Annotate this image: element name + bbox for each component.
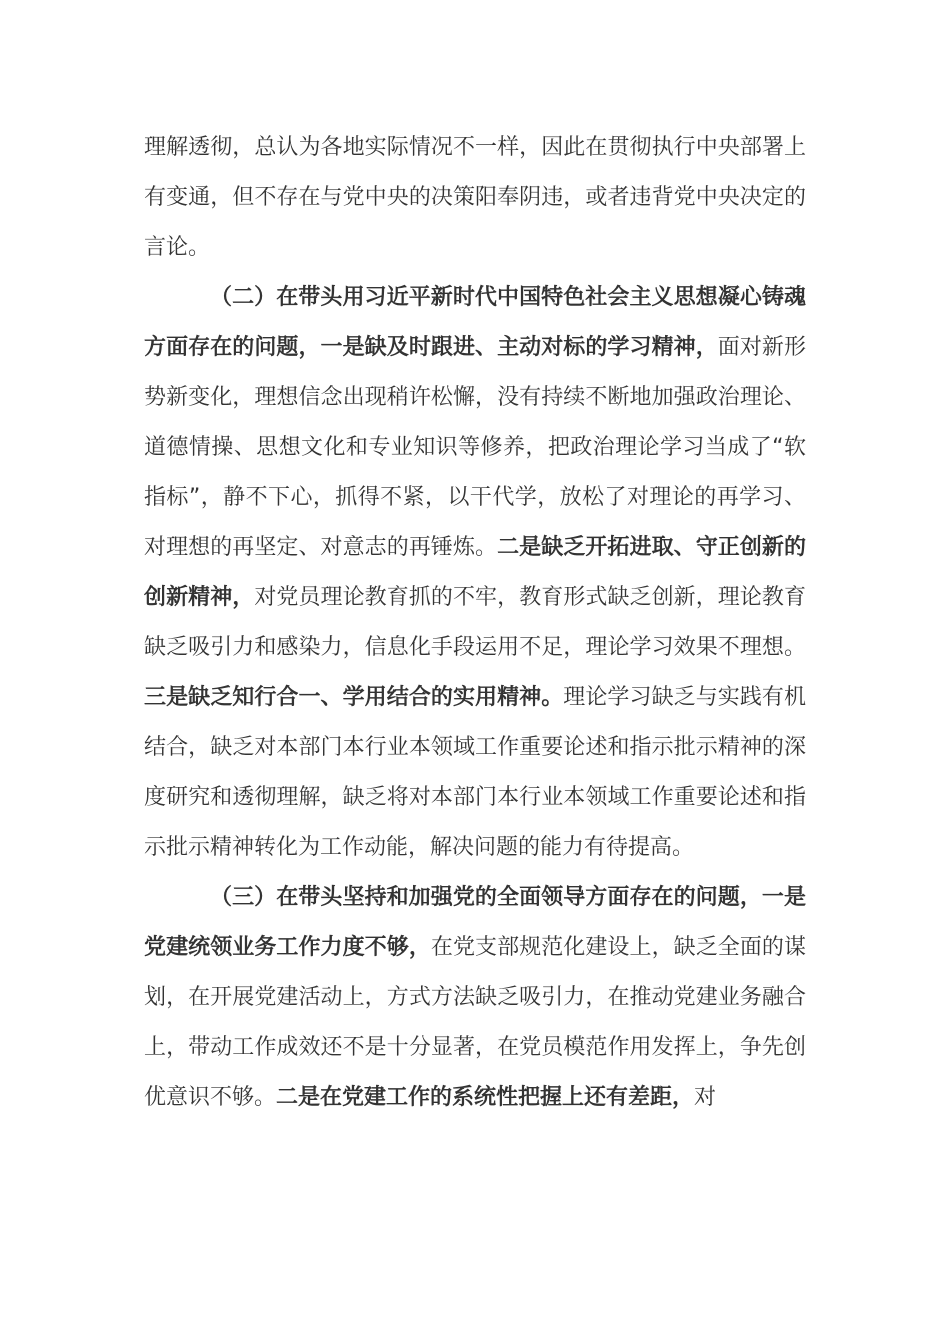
point-3-heading: 三是缺乏知行合一、学用结合的实用精神。 — [144, 685, 564, 710]
section-2-heading: （二）在带头用习近平新时代中国特色社会主义思想凝心铸魂方面存在的问题，一是缺及时跟进、主动对标的学习精神， — [144, 285, 806, 360]
paragraph-1 — [144, 123, 806, 273]
paragraph-3-text-b: 对 — [694, 1085, 717, 1110]
paragraph-1-text: 理解透彻，总认为各地实际情况不一样，因此在贯彻执行中央部署上有变通，但不存在与党中央的决策阳奉阴违，或者违背党中央决定的言论。 — [144, 135, 806, 260]
point-2-heading: 二是缺乏开拓进取、守正创新的创新精神， — [144, 535, 806, 610]
paragraph-2-text-a: 面对新形势新变化，理想信念出现稍许松懈，没有持续不断地加强政治理论、道德情操、思想文化和专业知识等修养，把政治理论学习当成了“软指标”，静不下心，抓得不紧，以干代学，放松了对理论的再学习、对理想的再坚定、对意志的再锤炼。 — [144, 335, 806, 560]
paragraph-3 — [144, 873, 806, 1123]
paragraph-2-text-c: 理论学习缺乏与实践有机结合，缺乏对本部门本行业本领域工作重要论述和指示批示精神的深度研究和透彻理解，缺乏将对本部门本行业本领域工作重要论述和指示批示精神转化为工作动能，解决问题的能力有待提高。 — [144, 685, 806, 860]
paragraph-2-text-b: 对党员理论教育抓的不牢，教育形式缺乏创新，理论教育缺乏吸引力和感染力，信息化手段运用不足，理论学习效果不理想。 — [144, 585, 806, 660]
point-3-2-heading: 二是在党建工作的系统性把握上还有差距， — [276, 1085, 695, 1110]
document-body — [144, 123, 806, 1123]
paragraph-3-text-a: 在党支部规范化建设上，缺乏全面的谋划，在开展党建活动上，方式方法缺乏吸引力，在推动党建业务融合上，带动工作成效还不是十分显著，在党员模范作用发挥上，争先创优意识不够。 — [144, 935, 806, 1110]
section-3-heading: （三）在带头坚持和加强党的全面领导方面存在的问题，一是党建统领业务工作力度不够， — [144, 885, 806, 960]
paragraph-2 — [144, 273, 806, 873]
